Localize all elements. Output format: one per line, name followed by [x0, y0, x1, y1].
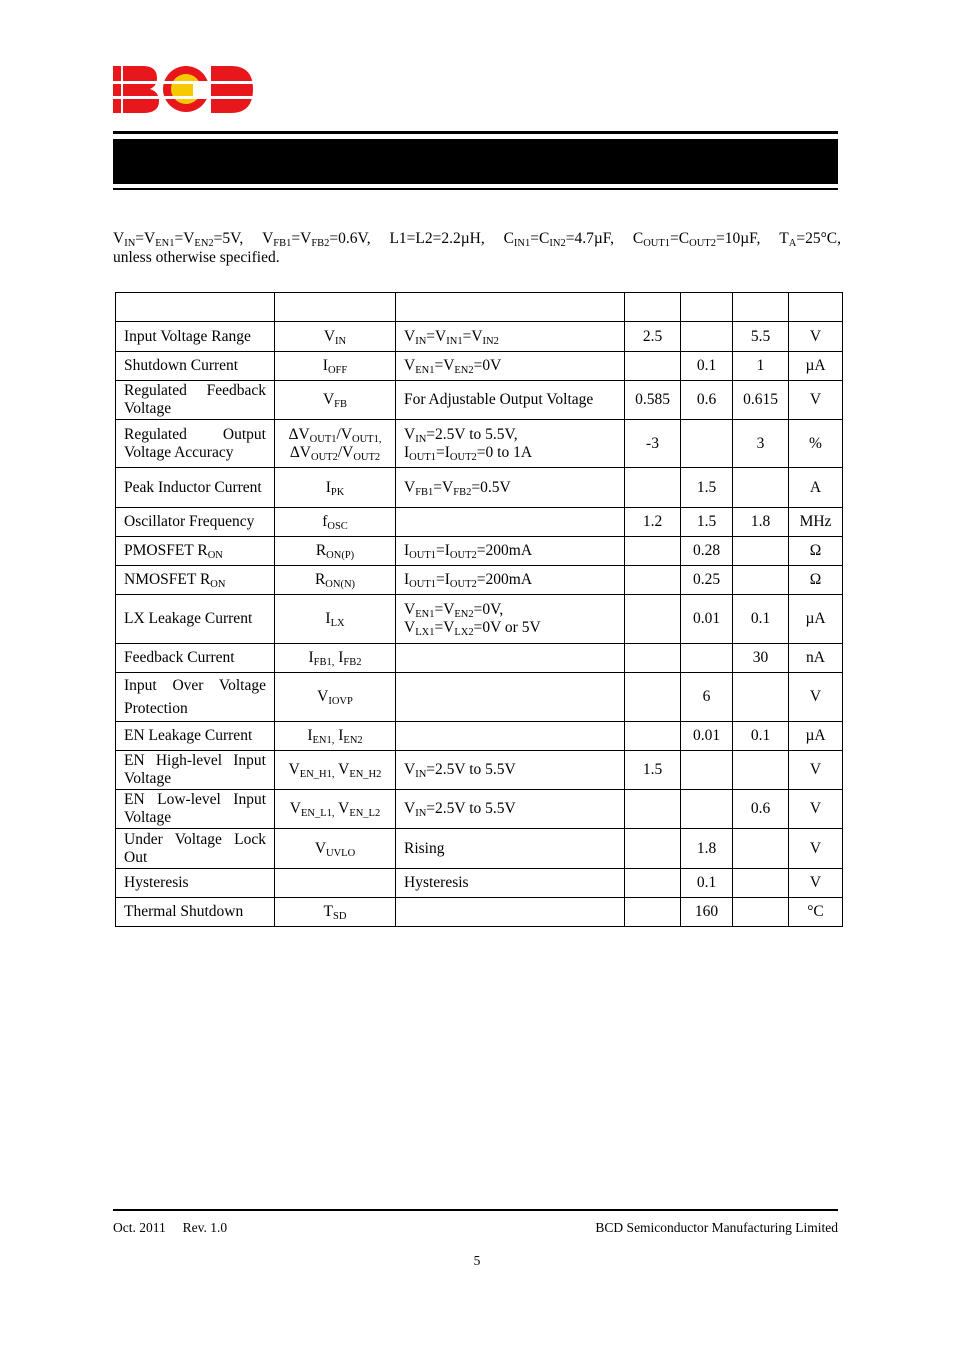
- table-row: [116, 673, 843, 722]
- max-cell: 0.1: [733, 595, 789, 644]
- logo-letter-c: [163, 66, 209, 112]
- symbol-cell: $I_{LX}$: [275, 595, 396, 644]
- table-row: [116, 508, 843, 537]
- logo-letter-d: [211, 66, 253, 113]
- header-condition-cell: [396, 293, 625, 322]
- table-row: [116, 420, 843, 468]
- symbol-cell: [275, 869, 396, 898]
- symbol-cell: $\Delta V_{OUT1}/V_{OUT1,}$ $\Delta V_{OUT2}/V_{OUT2}$: [275, 420, 396, 468]
- min-cell: 0.585: [625, 381, 681, 420]
- min-cell: [625, 468, 681, 508]
- typ-cell: [681, 322, 733, 352]
- condition-cell: For Adjustable Output Voltage: [396, 381, 625, 420]
- condition-cell: [396, 508, 625, 537]
- min-cell: -3: [625, 420, 681, 468]
- unit-cell: Ω: [789, 537, 843, 566]
- symbol-cell: $I_{PK}$: [275, 468, 396, 508]
- unit-cell: Ω: [789, 566, 843, 595]
- footer-company: BCD Semiconductor Manufacturing Limited: [595, 1220, 838, 1235]
- unit-cell: °C: [789, 898, 843, 927]
- table-row: [116, 566, 843, 595]
- header-typ-cell: [681, 293, 733, 322]
- header-rule-top: [113, 131, 838, 134]
- symbol-cell: $V_{IN}$: [275, 322, 396, 352]
- unit-cell: %: [789, 420, 843, 468]
- unit-cell: V: [789, 322, 843, 352]
- table-row: [116, 751, 843, 790]
- condition-cell: Hysteresis: [396, 869, 625, 898]
- header-symbol-cell: [275, 293, 396, 322]
- param-cell: EN High-level Input Voltage: [116, 751, 275, 790]
- table-row: [116, 898, 843, 927]
- table-row: [116, 869, 843, 898]
- unit-cell: V: [789, 673, 843, 722]
- symbol-cell: $R_{ON(N)}$: [275, 566, 396, 595]
- typ-cell: [681, 751, 733, 790]
- table-header-row: [116, 293, 843, 322]
- param-cell: Shutdown Current: [116, 352, 275, 381]
- max-cell: [733, 869, 789, 898]
- param-cell: PMOSFET $R_{ON}$: [116, 537, 275, 566]
- max-cell: 1.8: [733, 508, 789, 537]
- table-row: [116, 722, 843, 751]
- min-cell: 1.2: [625, 508, 681, 537]
- symbol-cell: $R_{ON(P)}$: [275, 537, 396, 566]
- condition-cell: $V_{EN1}=V_{EN2}=0V$, $V_{LX1}=V_{LX2}=0V$ or 5V: [396, 595, 625, 644]
- condition-cell: $V_{EN1}=V_{EN2}=0V$: [396, 352, 625, 381]
- typ-cell: 0.01: [681, 595, 733, 644]
- min-cell: [625, 352, 681, 381]
- typ-cell: 0.25: [681, 566, 733, 595]
- max-cell: [733, 898, 789, 927]
- unit-cell: V: [789, 751, 843, 790]
- logo-letter-b: [113, 66, 159, 113]
- unit-cell: MHz: [789, 508, 843, 537]
- min-cell: [625, 595, 681, 644]
- condition-cell: $V_{IN}=2.5V$ to 5.5V: [396, 751, 625, 790]
- header-rule-bottom: [113, 188, 838, 190]
- param-text: PMOSFET R: [124, 542, 208, 559]
- typ-cell: 6: [681, 673, 733, 722]
- footer-rule: [113, 1209, 838, 1211]
- param-cell: NMOSFET $R_{ON}$: [116, 566, 275, 595]
- symbol-cell: $V_{EN\_L1,}$ $V_{EN\_L2}$: [275, 790, 396, 829]
- table-row: [116, 381, 843, 420]
- header-min-cell: [625, 293, 681, 322]
- min-cell: [625, 566, 681, 595]
- param-cell: EN Low-level Input Voltage: [116, 790, 275, 829]
- typ-cell: 1.5: [681, 468, 733, 508]
- max-cell: [733, 566, 789, 595]
- min-cell: [625, 829, 681, 869]
- symbol-cell: $I_{EN1,}$ $I_{EN2}$: [275, 722, 396, 751]
- max-cell: 30: [733, 644, 789, 673]
- max-cell: 0.1: [733, 722, 789, 751]
- footer-date-revision: Oct. 2011 Rev. 1.0: [113, 1220, 228, 1235]
- max-cell: [733, 829, 789, 869]
- unit-cell: V: [789, 790, 843, 829]
- condition-cell: $V_{IN}=2.5V$ to 5.5V: [396, 790, 625, 829]
- max-cell: [733, 537, 789, 566]
- max-cell: 0.6: [733, 790, 789, 829]
- typ-cell: 0.1: [681, 352, 733, 381]
- unit-cell: nA: [789, 644, 843, 673]
- max-cell: [733, 673, 789, 722]
- condition-cell: $I_{OUT1}=I_{OUT2}=200mA$: [396, 566, 625, 595]
- max-cell: 1: [733, 352, 789, 381]
- title-bar: [113, 139, 838, 184]
- param-cell: Peak Inductor Current: [116, 468, 275, 508]
- table-row: [116, 644, 843, 673]
- typ-cell: 1.5: [681, 508, 733, 537]
- header-unit-cell: [789, 293, 843, 322]
- unit-cell: µA: [789, 595, 843, 644]
- symbol-cell: $V_{FB}$: [275, 381, 396, 420]
- symbol-cell: $V_{IOVP}$: [275, 673, 396, 722]
- typ-cell: 160: [681, 898, 733, 927]
- param-cell: Under Voltage Lock Out: [116, 829, 275, 869]
- param-cell: Regulated Feedback Voltage: [116, 381, 275, 420]
- condition-cell: $V_{IN}=2.5V$ to 5.5V, $I_{OUT1}=I_{OUT2}=0$ to 1A: [396, 420, 625, 468]
- min-cell: [625, 722, 681, 751]
- condition-cell: [396, 722, 625, 751]
- condition-cell: Rising: [396, 829, 625, 869]
- electrical-characteristics-table: [115, 292, 843, 927]
- typ-cell: [681, 644, 733, 673]
- max-cell: [733, 468, 789, 508]
- symbol-cell: $T_{SD}$: [275, 898, 396, 927]
- unit-cell: V: [789, 869, 843, 898]
- condition-cell: $I_{OUT1}=I_{OUT2}=200mA$: [396, 537, 625, 566]
- condition-cell: [396, 673, 625, 722]
- condition-cell: [396, 644, 625, 673]
- table-row: [116, 468, 843, 508]
- typ-cell: 0.6: [681, 381, 733, 420]
- param-cell: Feedback Current: [116, 644, 275, 673]
- table-row: [116, 322, 843, 352]
- typ-cell: 0.28: [681, 537, 733, 566]
- param-cell: Regulated Output Voltage Accuracy: [116, 420, 275, 468]
- param-cell: Input Over Voltage Protection: [116, 673, 275, 722]
- table-row: [116, 829, 843, 869]
- param-cell: EN Leakage Current: [116, 722, 275, 751]
- symbol-cell: $I_{FB1,}$ $I_{FB2}$: [275, 644, 396, 673]
- min-cell: [625, 790, 681, 829]
- param-text: NMOSFET R: [124, 571, 211, 588]
- header-max-cell: [733, 293, 789, 322]
- min-cell: [625, 869, 681, 898]
- test-conditions-line1: $V_{IN}=V_{EN1}=V_{EN2}=5V$, $V_{FB1}=V_{FB2}=0.6V$, L1=L2=2.2µH, $C_{IN1}=C_{IN2}=4.7\mu F$, $C_{OUT1}=C_{OUT2}=10\mu F$, $T_A=25^\circ C$,: [113, 230, 841, 249]
- param-cell: Hysteresis: [116, 869, 275, 898]
- symbol-cell: $f_{OSC}$: [275, 508, 396, 537]
- typ-cell: 1.8: [681, 829, 733, 869]
- header-param-cell: [116, 293, 275, 322]
- typ-cell: 0.01: [681, 722, 733, 751]
- condition-cell: $V_{IN}=V_{IN1}=V_{IN2}$: [396, 322, 625, 352]
- unit-cell: µA: [789, 722, 843, 751]
- param-cell: Thermal Shutdown: [116, 898, 275, 927]
- max-cell: 5.5: [733, 322, 789, 352]
- table-row: [116, 352, 843, 381]
- symbol-cell: $V_{EN\_H1,}$ $V_{EN\_H2}$: [275, 751, 396, 790]
- symbol-cell: $V_{UVLO}$: [275, 829, 396, 869]
- table-row: [116, 595, 843, 644]
- typ-cell: [681, 790, 733, 829]
- typ-cell: 0.1: [681, 869, 733, 898]
- typ-cell: [681, 420, 733, 468]
- min-cell: 1.5: [625, 751, 681, 790]
- unit-cell: µA: [789, 352, 843, 381]
- test-conditions-line2: unless otherwise specified.: [113, 249, 280, 266]
- param-cell: Oscillator Frequency: [116, 508, 275, 537]
- min-cell: [625, 898, 681, 927]
- page-number: 5: [473, 1253, 481, 1268]
- max-cell: [733, 751, 789, 790]
- condition-cell: [396, 898, 625, 927]
- bcd-logo: [113, 62, 255, 116]
- min-cell: [625, 644, 681, 673]
- param-cell: LX Leakage Current: [116, 595, 275, 644]
- test-conditions: [113, 229, 841, 267]
- unit-cell: V: [789, 381, 843, 420]
- unit-cell: V: [789, 829, 843, 869]
- max-cell: 3: [733, 420, 789, 468]
- param-cell: Input Voltage Range: [116, 322, 275, 352]
- min-cell: [625, 673, 681, 722]
- min-cell: 2.5: [625, 322, 681, 352]
- min-cell: [625, 537, 681, 566]
- max-cell: 0.615: [733, 381, 789, 420]
- table-row: [116, 537, 843, 566]
- table-row: [116, 790, 843, 829]
- symbol-cell: $I_{OFF}$: [275, 352, 396, 381]
- unit-cell: A: [789, 468, 843, 508]
- condition-cell: $V_{FB1}=V_{FB2}=0.5V$: [396, 468, 625, 508]
